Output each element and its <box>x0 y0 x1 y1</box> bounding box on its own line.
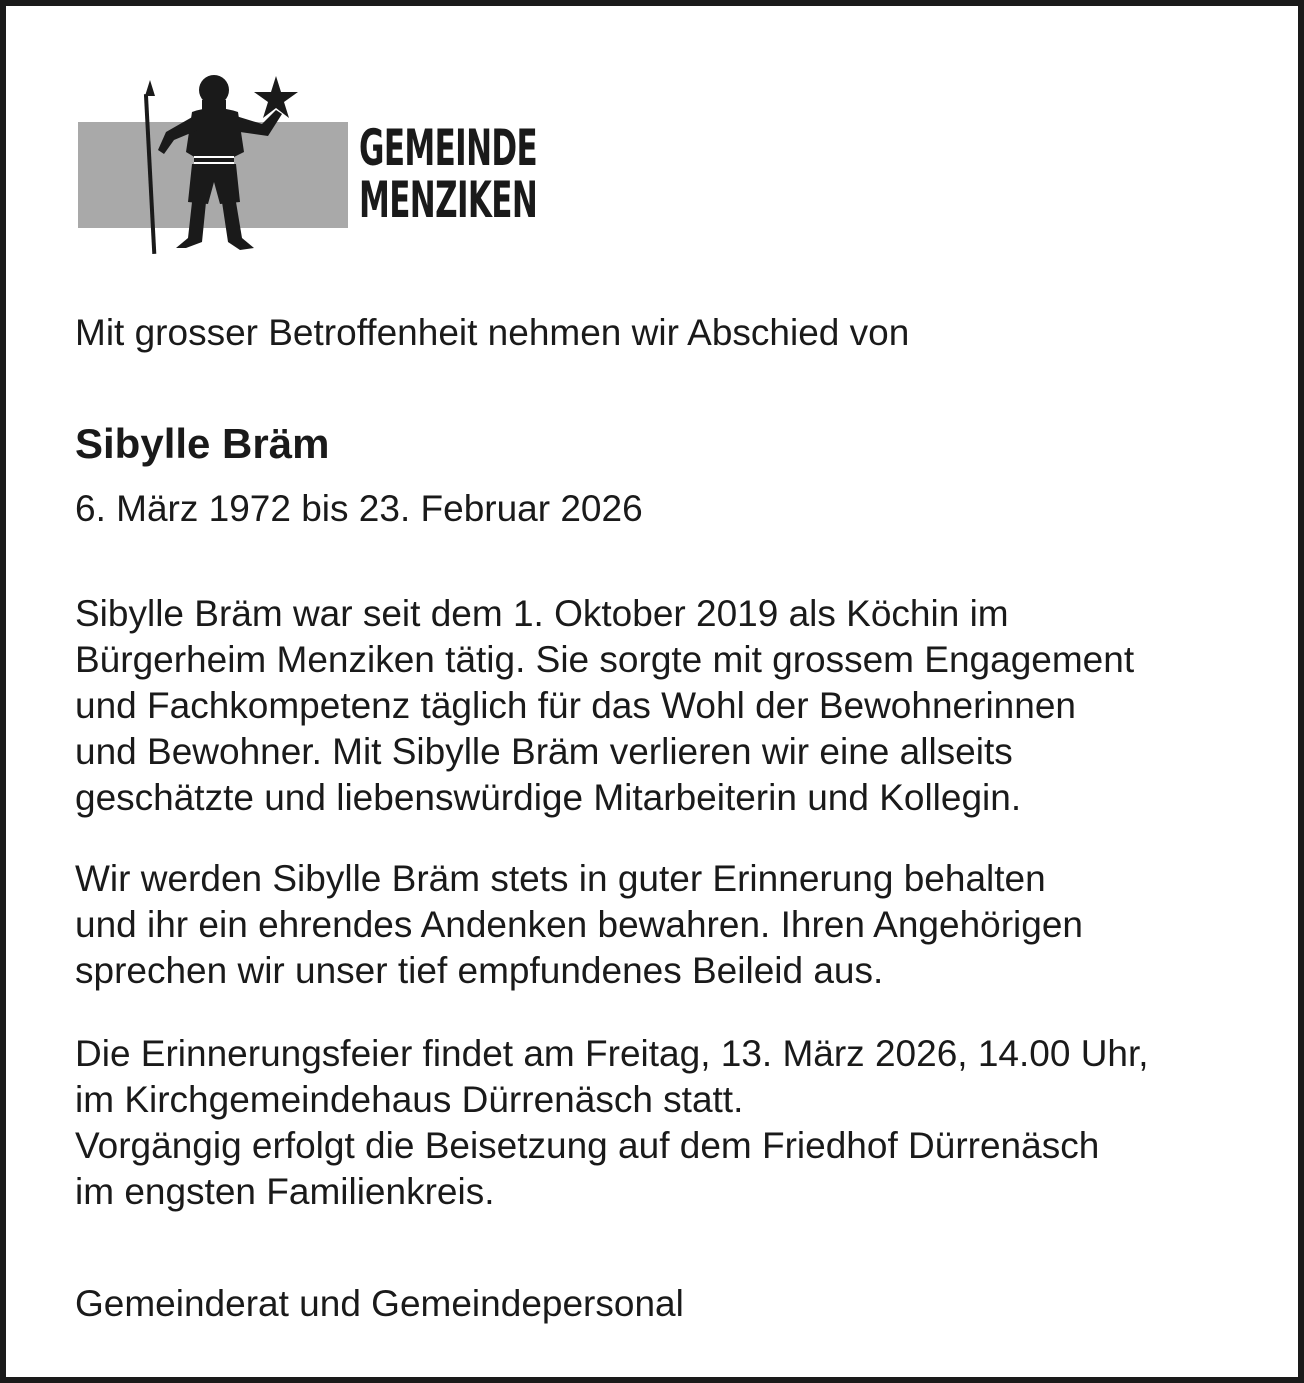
warrior-with-star-icon <box>136 72 376 262</box>
logo-wordmark <box>359 119 538 229</box>
paragraph-line: und Fachkompetenz täglich für das Wohl der Bewohnerinnen <box>75 685 1076 726</box>
paragraph-line: Sibylle Bräm war seit dem 1. Oktober 2019 als Köchin im <box>75 593 1009 634</box>
signature-text: Gemeinderat und Gemeindepersonal <box>75 1283 684 1324</box>
logo-line-2: MENZIKEN <box>359 171 538 229</box>
paragraph-line: Bürgerheim Menziken tätig. Sie sorgte mit grossem Engagement <box>75 639 1135 680</box>
paragraph-line: und Bewohner. Mit Sibylle Bräm verlieren wir eine allseits <box>75 731 1013 772</box>
paragraph-tribute <box>75 591 1255 821</box>
paragraph-condolence <box>75 856 1255 994</box>
paragraph-line: geschätzte und liebenswürdige Mitarbeiterin und Kollegin. <box>75 777 1022 818</box>
intro-text: Mit grosser Betroffenheit nehmen wir Abschied von <box>75 312 910 353</box>
life-dates: 6. März 1972 bis 23. Februar 2026 <box>75 488 643 529</box>
paragraph-line: im engsten Familienkreis. <box>75 1171 495 1212</box>
paragraph-ceremony <box>75 1031 1255 1215</box>
logo-line-1: GEMEINDE <box>359 119 538 177</box>
paragraph-line: und ihr ein ehrendes Andenken bewahren. Ihren Angehörigen <box>75 904 1083 945</box>
deceased-name: Sibylle Bräm <box>75 420 330 467</box>
paragraph-line: Wir werden Sibylle Bräm stets in guter Erinnerung behalten <box>75 858 1046 899</box>
paragraph-line: im Kirchgemeindehaus Dürrenäsch statt. <box>75 1079 744 1120</box>
paragraph-line: Vorgängig erfolgt die Beisetzung auf dem Friedhof Dürrenäsch <box>75 1125 1100 1166</box>
gemeinde-menziken-logo <box>76 72 536 262</box>
paragraph-line: Die Erinnerungsfeier findet am Freitag, 13. März 2026, 14.00 Uhr, <box>75 1033 1149 1074</box>
paragraph-line: sprechen wir unser tief empfundenes Beileid aus. <box>75 950 884 991</box>
